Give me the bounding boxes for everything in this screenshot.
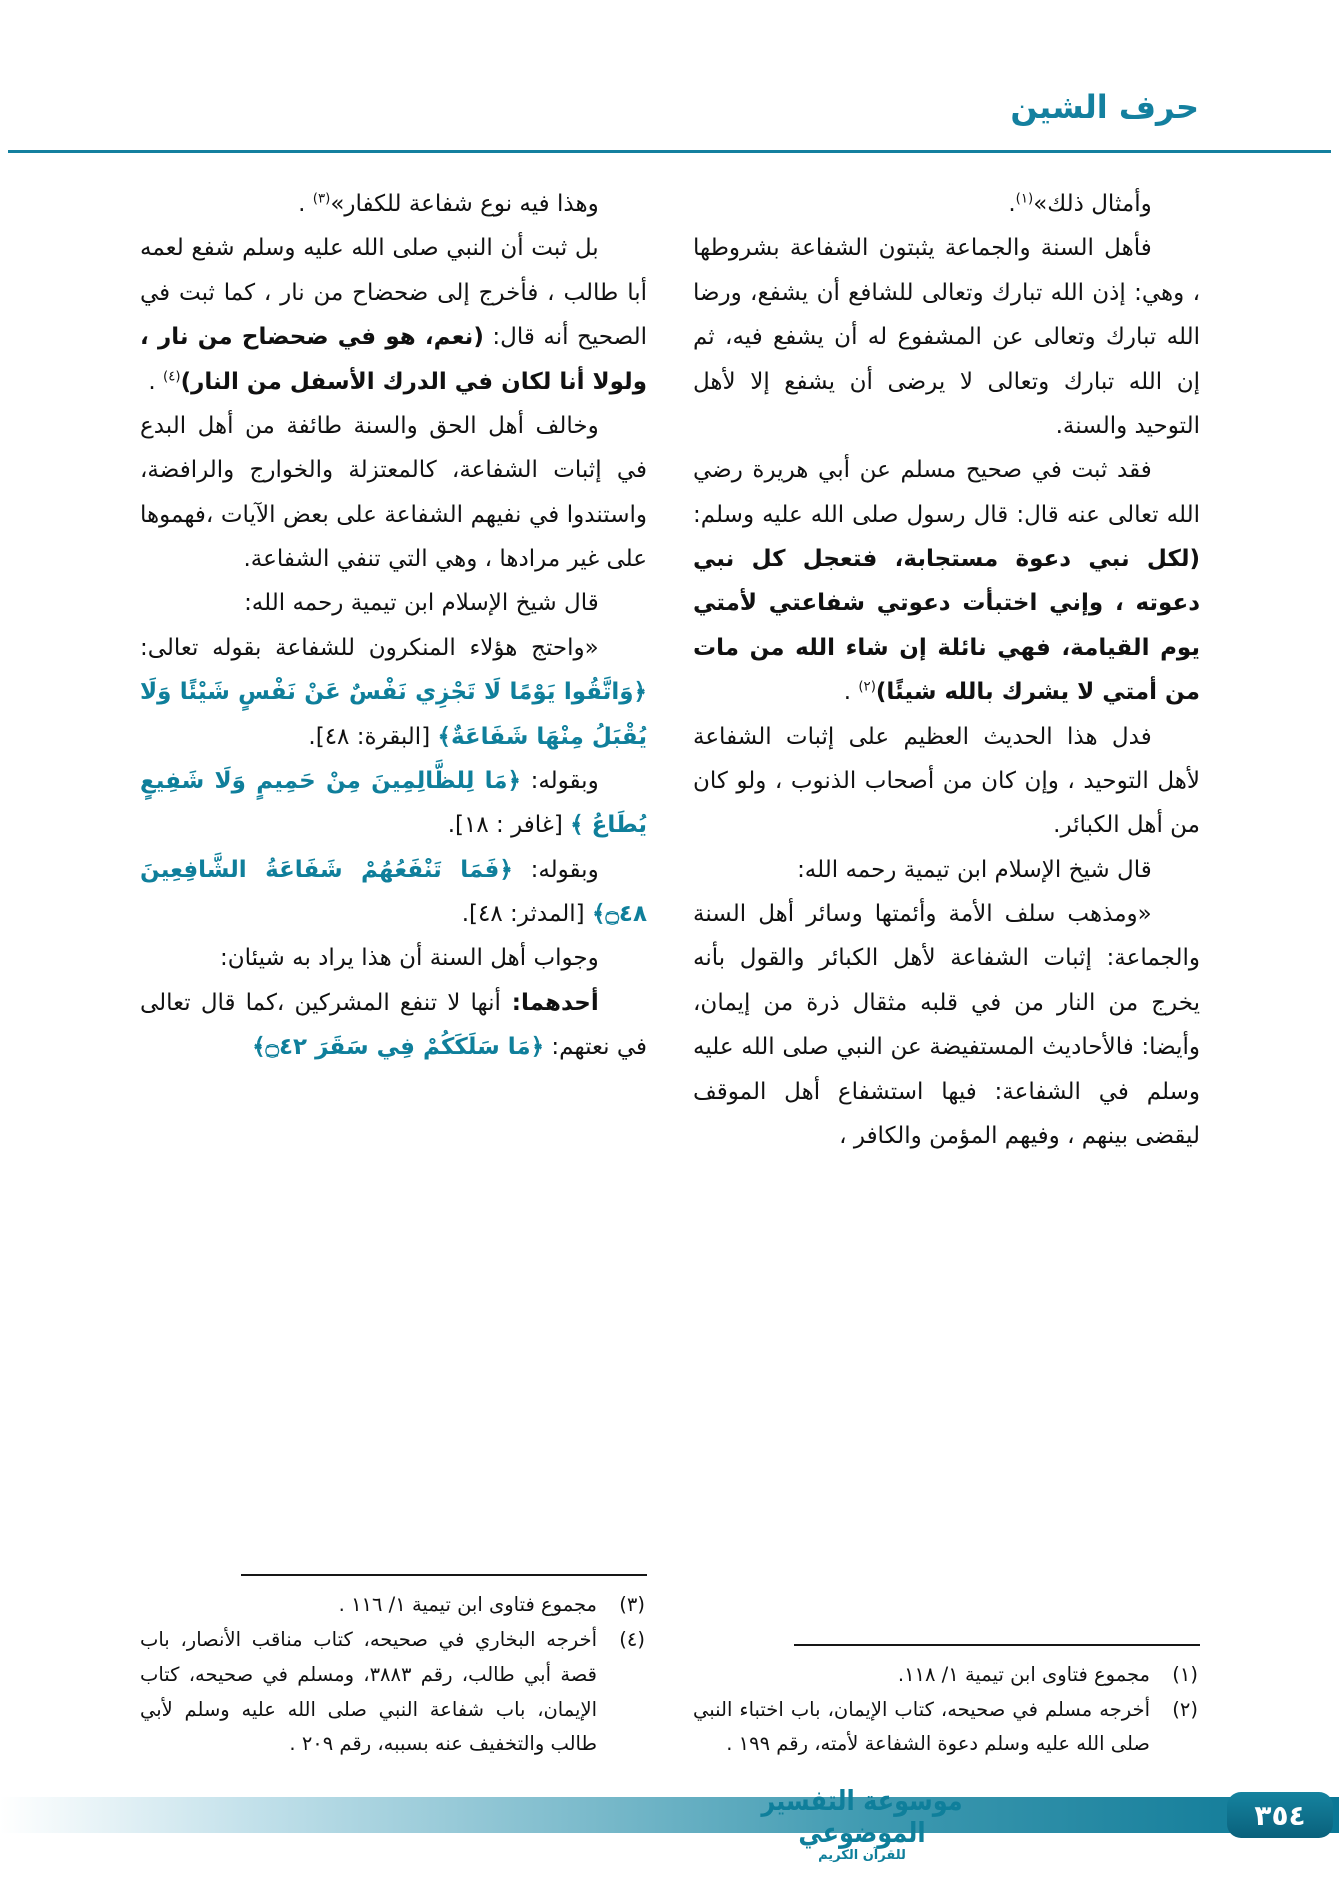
text-run: أنها لا تنفع المشركين ،كما قال تعالى في نعتهم:	[140, 989, 647, 1061]
paragraph	[693, 182, 1200, 226]
left-column	[140, 182, 647, 1762]
text-run: .	[843, 679, 859, 706]
text-run: وبقوله:	[521, 767, 599, 794]
text-run: (لكل نبي دعوة مستجابة، فتعجل كل نبي دعوته ، وإني اختبأت دعوتي شفاعتي لأمتي يوم القيامة، فهي نائلة إن شاء الله من مات من أمتي لا يشرك بالله شيئًا)	[693, 546, 1200, 706]
paragraph	[140, 981, 647, 1070]
text-run: «واحتج هؤلاء المنكرون للشفاعة بقوله تعالى:	[140, 634, 599, 661]
paragraph	[140, 626, 647, 759]
quran-verse: ﴿وَاتَّقُوا يَوْمًا لَا تَجْزِي نَفْسٌ عَنْ نَفْسٍ شَيْئًا وَلَا يُقْبَلُ مِنْهَا شَفَاعَةٌ﴾	[140, 679, 647, 750]
paragraph	[140, 404, 647, 582]
text-run: وخالف أهل الحق والسنة طائفة من أهل البدع في إثبات الشفاعة، كالمعتزلة والخوارج والرافضة، واستندوا في نفيهم الشفاعة على بعض الآيات ،فهموها على غير مرادها ، وهي التي تنفي الشفاعة.	[140, 412, 647, 572]
footer-band	[0, 1797, 1339, 1833]
left-footnote-list	[140, 1588, 647, 1762]
text-run: بل ثبت أن النبي صلى الله عليه وسلم شفع لعمه أبا طالب ، فأخرج إلى ضحضاح من نار ، كما ثبت في الصحيح أنه قال:	[140, 235, 648, 351]
text-run: وهذا فيه نوع شفاعة للكفار»	[330, 191, 599, 217]
footnote-separator	[794, 1644, 1200, 1646]
right-footnote-list	[693, 1658, 1200, 1762]
footnote	[693, 1658, 1200, 1693]
page-number-badge: ٣٥٤	[1227, 1792, 1333, 1838]
text-run: أخرجه البخاري في صحيحه، كتاب مناقب الأنصار، باب قصة أبي طالب، رقم ٣٨٨٣، ومسلم في صحيحه، كتاب الإيمان، باب شفاعة النبي صلى الله عليه وسلم لأبي طالب والتخفيف عنه بسببه، رقم ٢٠٩ .	[140, 1628, 598, 1756]
text-run: وبقوله:	[512, 856, 599, 883]
quran-verse: ﴿مَا سَلَكَكُمْ فِي سَقَرَ ۝٤٢﴾	[252, 1034, 545, 1061]
footnote-number: (٢)	[1172, 1697, 1198, 1721]
text-run: [المدثر: ٤٨].	[461, 901, 592, 927]
paragraph	[693, 448, 1200, 714]
paragraph	[140, 936, 647, 980]
footnote-ref: (٤)	[163, 368, 181, 384]
text-run: مجموع فتاوى ابن تيمية ١/ ١١٦ .	[338, 1593, 597, 1617]
footnote-separator	[241, 1574, 647, 1576]
right-column	[693, 182, 1200, 1762]
text-run: قال شيخ الإسلام ابن تيمية رحمه الله:	[797, 856, 1152, 883]
text-run: وجواب أهل السنة أن هذا يراد به شيئان:	[220, 945, 599, 972]
text-run: [البقرة: ٤٨].	[308, 723, 438, 750]
text-run: .	[298, 191, 313, 217]
footnote-ref: (٢)	[858, 679, 876, 695]
text-run: قال شيخ الإسلام ابن تيمية رحمه الله:	[244, 590, 599, 617]
footnote	[140, 1588, 647, 1623]
publisher-logo-subtitle: للقرآن الكريم	[818, 1848, 906, 1864]
quran-verse: ﴿فَمَا تَنْفَعُهُمْ شَفَاعَةُ الشَّافِعِينَ ۝٤٨﴾	[140, 856, 647, 927]
text-run: مجموع فتاوى ابن تيمية ١/ ١١٨.	[897, 1662, 1150, 1686]
footnote	[140, 1623, 647, 1762]
page-body	[140, 182, 1200, 1762]
paragraph	[140, 759, 647, 848]
publisher-logo	[757, 1784, 967, 1864]
text-run: .	[148, 368, 164, 395]
text-run: وأمثال ذلك»	[1033, 191, 1152, 217]
quran-verse: ﴿مَا لِلظَّالِمِينَ مِنْ حَمِيمٍ وَلَا شَفِيعٍ يُطَاعُ ﴾	[140, 767, 647, 839]
footnote-number: (١)	[1172, 1662, 1198, 1686]
text-run: فدل هذا الحديث العظيم على إثبات الشفاعة لأهل التوحيد ، وإن كان من أصحاب الذنوب ، ولو كان من أهل الكبائر.	[693, 723, 1200, 839]
paragraph	[693, 226, 1200, 448]
publisher-logo-title: موسوعة التفسير الموضوعي	[761, 1784, 963, 1849]
footnote-number: (٣)	[619, 1593, 645, 1617]
right-column-text	[693, 182, 1200, 1158]
paragraph	[693, 848, 1200, 892]
paragraph	[693, 892, 1200, 1158]
left-column-text	[140, 182, 647, 1070]
text-run: أخرجه مسلم في صحيحه، كتاب الإيمان، باب اختباء النبي صلى الله عليه وسلم دعوة الشفاعة لأمته، رقم ١٩٩ .	[693, 1697, 1150, 1756]
footnote	[693, 1693, 1200, 1762]
paragraph	[140, 848, 647, 937]
text-run: أحدهما:	[500, 989, 599, 1016]
paragraph	[140, 182, 647, 226]
text-run: «ومذهب سلف الأمة وأئمتها وسائر أهل السنة والجماعة: إثبات الشفاعة لأهل الكبائر والقول بأنه يخرج من النار من في قلبه مثقال ذرة من إيمان، وأيضا: فالأحاديث المستفيضة عن النبي صلى الله عليه وسلم في الشفاعة: فيها استشفاع أهل الموقف ليقضى بينهم ، وفيهم المؤمن والكافر ،	[693, 901, 1200, 1149]
text-run: .	[1008, 191, 1016, 217]
paragraph	[693, 715, 1200, 848]
paragraph	[140, 581, 647, 625]
chapter-header: حرف الشين	[1010, 88, 1199, 126]
footnote-number: (٤)	[619, 1628, 645, 1652]
text-run: [غافر : ١٨].	[447, 812, 571, 839]
text-run: (نعم، هو في ضحضاح من نار ، ولولا أنا لكان في الدرك الأسفل من النار)	[140, 324, 647, 395]
left-footnotes	[140, 1570, 647, 1762]
footnote-ref: (٣)	[312, 191, 331, 207]
footnote-ref: (١)	[1015, 191, 1034, 207]
paragraph	[140, 226, 647, 404]
header-divider	[8, 150, 1331, 153]
right-footnotes	[693, 1640, 1200, 1762]
text-run: فقد ثبت في صحيح مسلم عن أبي هريرة رضي الله تعالى عنه قال: قال رسول صلى الله عليه وسلم:	[693, 457, 1200, 528]
text-run: فأهل السنة والجماعة يثبتون الشفاعة بشروطها ، وهي: إذن الله تبارك وتعالى للشافع أن يشفع، ورضا الله تبارك وتعالى عن المشفوع له أن يشفع فيه، ثم إن الله تبارك وتعالى لا يرضى أن يشفع إلا لأهل التوحيد والسنة.	[693, 235, 1200, 439]
